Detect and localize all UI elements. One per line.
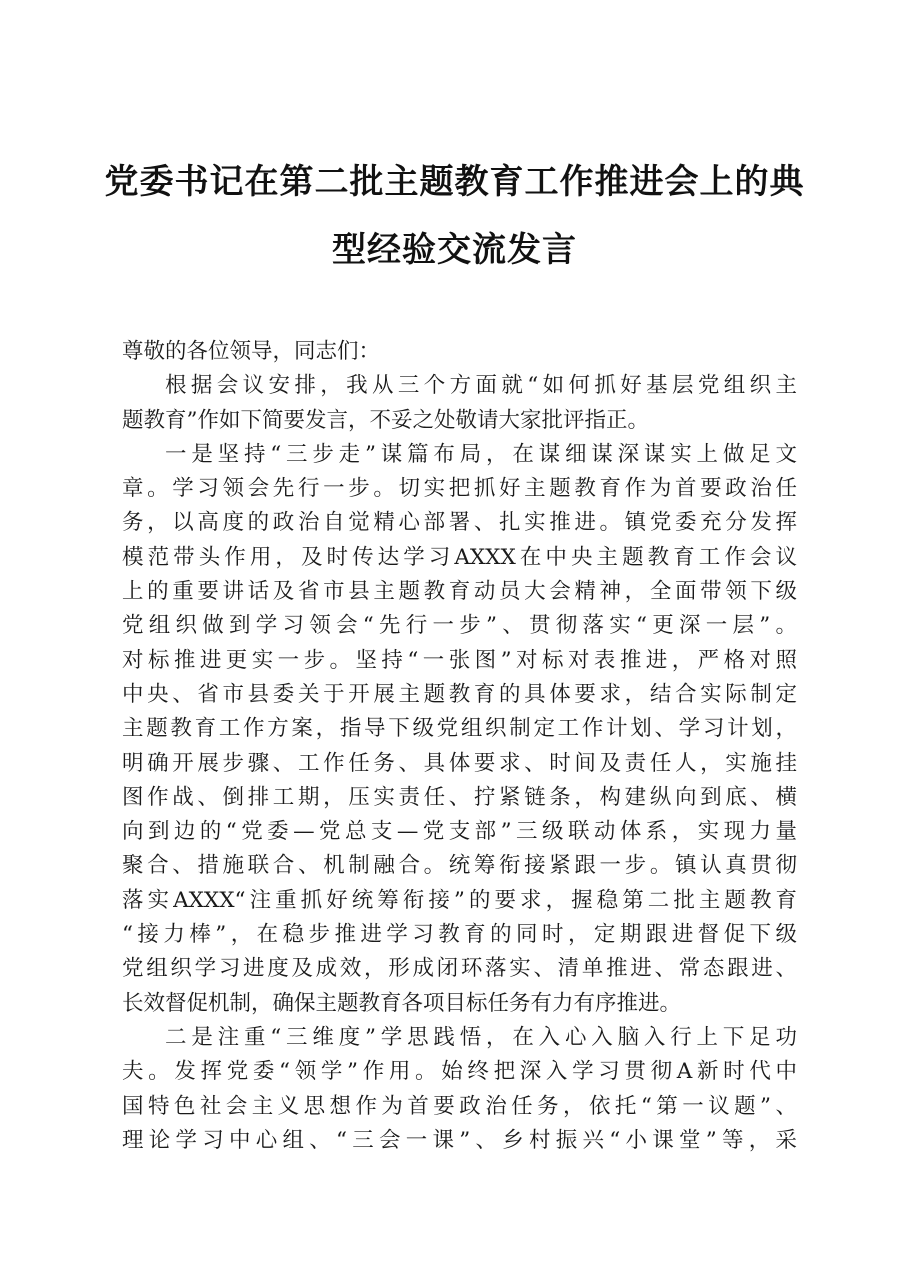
body-line: 对标推进更实一步。坚持“一张图”对标对表推进，严格对照 — [122, 647, 797, 673]
body-line: 明确开展步骤、工作任务、具体要求、时间及责任人，实施挂 — [122, 750, 797, 776]
body-line: 向到边的“党委—党总支—党支部”三级联动体系，实现力量 — [122, 819, 797, 845]
body-line: 党组织做到学习领会“先行一步”、贯彻落实“更深一层”。 — [122, 613, 797, 639]
body-line: 国特色社会主义思想作为首要政治任务，依托“第一议题”、 — [122, 1093, 797, 1119]
body-line: 上的重要讲话及省市县主题教育动员大会精神，全面带领下级 — [122, 579, 797, 605]
body-line: “接力棒”，在稳步推进学习教育的同时，定期跟进督促下级 — [122, 922, 797, 948]
document-body — [122, 335, 797, 1158]
body-line: 章。学习领会先行一步。切实把抓好主题教育作为首要政治任 — [122, 476, 797, 502]
title-line-1: 党委书记在第二批主题教育工作推进会上的典 — [104, 162, 805, 202]
body-line: 题教育”作如下简要发言，不妥之处敬请大家批评指正。 — [122, 407, 649, 433]
body-line: 落实AXXX“注重抓好统筹衔接”的要求，握稳第二批主题教育 — [122, 887, 797, 913]
body-line: 中央、省市县委关于开展主题教育的具体要求，结合实际制定 — [122, 681, 797, 707]
body-line: 理论学习中心组、“三会一课”、乡村振兴“小课堂”等，采 — [122, 1127, 797, 1153]
body-line: 根据会议安排，我从三个方面就“如何抓好基层党组织主 — [165, 373, 797, 399]
body-line: 模范带头作用，及时传达学习AXXX在中央主题教育工作会议 — [122, 544, 797, 570]
body-line: 一是坚持“三步走”谋篇布局，在谋细谋深谋实上做足文 — [165, 441, 797, 467]
body-line: 尊敬的各位领导，同志们： — [122, 339, 381, 364]
body-line: 长效督促机制，确保主题教育各项目标任务有力有序推进。 — [122, 990, 682, 1016]
body-line: 主题教育工作方案，指导下级党组织制定工作计划、学习计划， — [122, 716, 797, 742]
body-line: 二是注重“三维度”学思践悟，在入心入脑入行上下足功 — [165, 1024, 797, 1050]
title-line-2: 型经验交流发言 — [332, 230, 577, 270]
body-line: 夫。发挥党委“领学”作用。始终把深入学习贯彻A新时代中 — [122, 1059, 797, 1085]
body-line: 务，以高度的政治自觉精心部署、扎实推进。镇党委充分发挥 — [122, 510, 797, 536]
body-line: 图作战、倒排工期，压实责任、拧紧链条，构建纵向到底、横 — [122, 784, 797, 810]
body-line: 聚合、措施联合、机制融合。统筹衔接紧跟一步。镇认真贯彻 — [122, 853, 797, 879]
document-title — [100, 148, 809, 284]
body-line: 党组织学习进度及成效，形成闭环落实、清单推进、常态跟进、 — [122, 956, 797, 982]
